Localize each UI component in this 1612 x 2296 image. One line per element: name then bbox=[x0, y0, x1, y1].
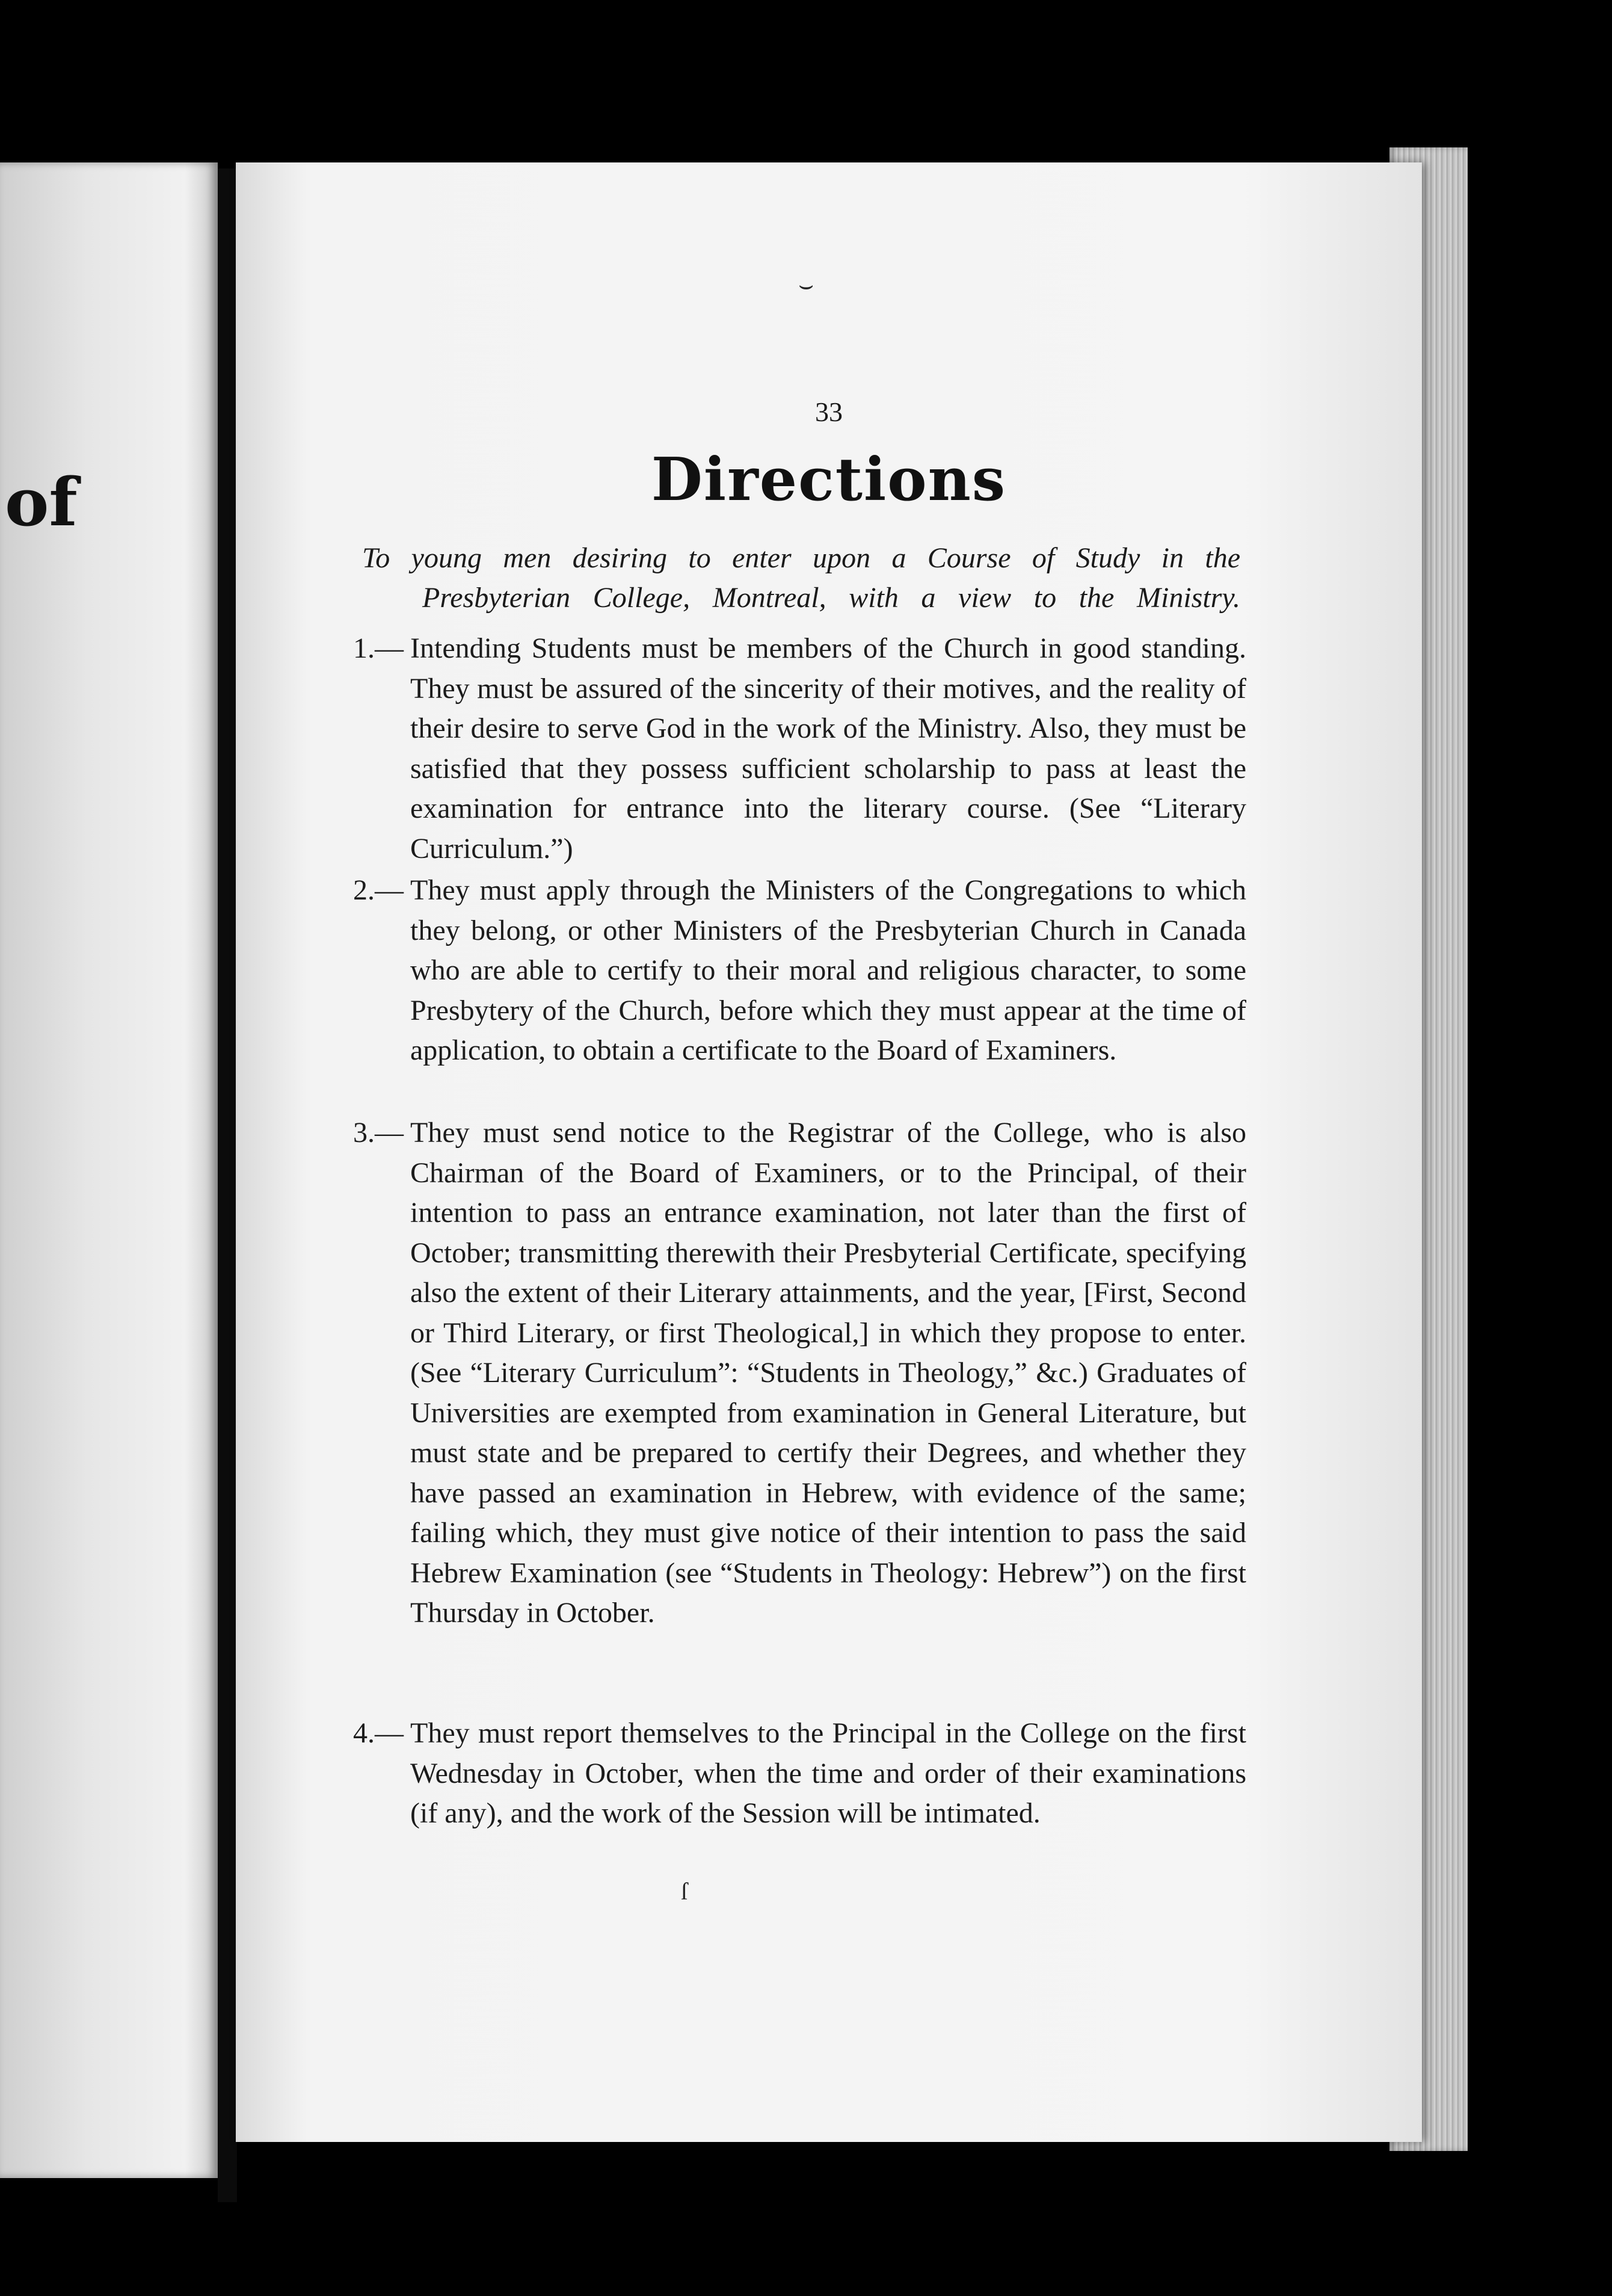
left-page-text: of bbox=[5, 463, 78, 541]
pencil-mark-top: ⌣ bbox=[798, 271, 814, 298]
item-number: 1.— bbox=[353, 632, 404, 664]
item-text: They must report themselves to the Principal in the College on the first Wednesday in October, when the time and order of their examinations (if any), and the work of the Session will be intimated. bbox=[410, 1717, 1246, 1829]
item-text: Intending Students must be members of the Church in good standing. They must be assured of the sincerity of their motives, and the reality of their desire to serve God in the work of the Ministry. Also, they must be satisfied that they possess sufficient scholarship to pass at least the examination for entrance into the literary course. (See “Literary Curriculum.”) bbox=[410, 632, 1246, 865]
book-gutter bbox=[218, 168, 237, 2202]
item-text: They must send notice to the Registrar of the College, who is also Chairman of the Board of Examiners, or to the Principal, of their intention to pass an entrance examination, not later than the first of October; transmitting therewith their Presbyterial Certificate, specifying also the extent of their Literary attainments, and the year, [First, Second or Third Literary, or first Theological,] in which they propose to enter. (See “Literary Curriculum”: “Students in Theology,” &c.) Graduates of Universities are exempted from examination in General Literature, but must state and be prepared to certify their Degrees, and whether they have passed an examination in Hebrew, with evidence of the same; failing which, they must give notice of their intention to pass the said Hebrew Examination (see “Students in Theology: Hebrew”) on the first Thursday in October. bbox=[410, 1117, 1246, 1629]
item-text: They must apply through the Ministers of the Congregations to which they belong, or other Ministers of the Presbyterian Church in Canada who are able to certify to their moral and religious character, to some Presbytery of the Church, before which they must appear at the time of application, to obtain a certificate to the Board of Examiners. bbox=[410, 874, 1246, 1066]
direction-item-4 bbox=[353, 1714, 1246, 1834]
direction-item-3 bbox=[353, 1113, 1246, 1634]
page-number: 33 bbox=[815, 397, 843, 427]
direction-item-1 bbox=[353, 629, 1246, 869]
subtitle-line-1: To young men desiring to enter upon a Course of Study in the bbox=[362, 542, 1240, 574]
item-number: 2.— bbox=[353, 874, 404, 906]
pencil-mark-bottom: ſ bbox=[681, 1878, 688, 1905]
page-subtitle bbox=[362, 539, 1240, 618]
subtitle-line-2: Presbyterian College, Montreal, with a view to the Ministry. bbox=[422, 582, 1240, 614]
right-page bbox=[236, 162, 1422, 2142]
direction-item-2 bbox=[353, 871, 1246, 1071]
item-number: 4.— bbox=[353, 1717, 404, 1749]
item-number: 3.— bbox=[353, 1117, 404, 1149]
left-page-fragment bbox=[0, 162, 218, 2178]
page-title: Directions bbox=[651, 445, 1007, 514]
